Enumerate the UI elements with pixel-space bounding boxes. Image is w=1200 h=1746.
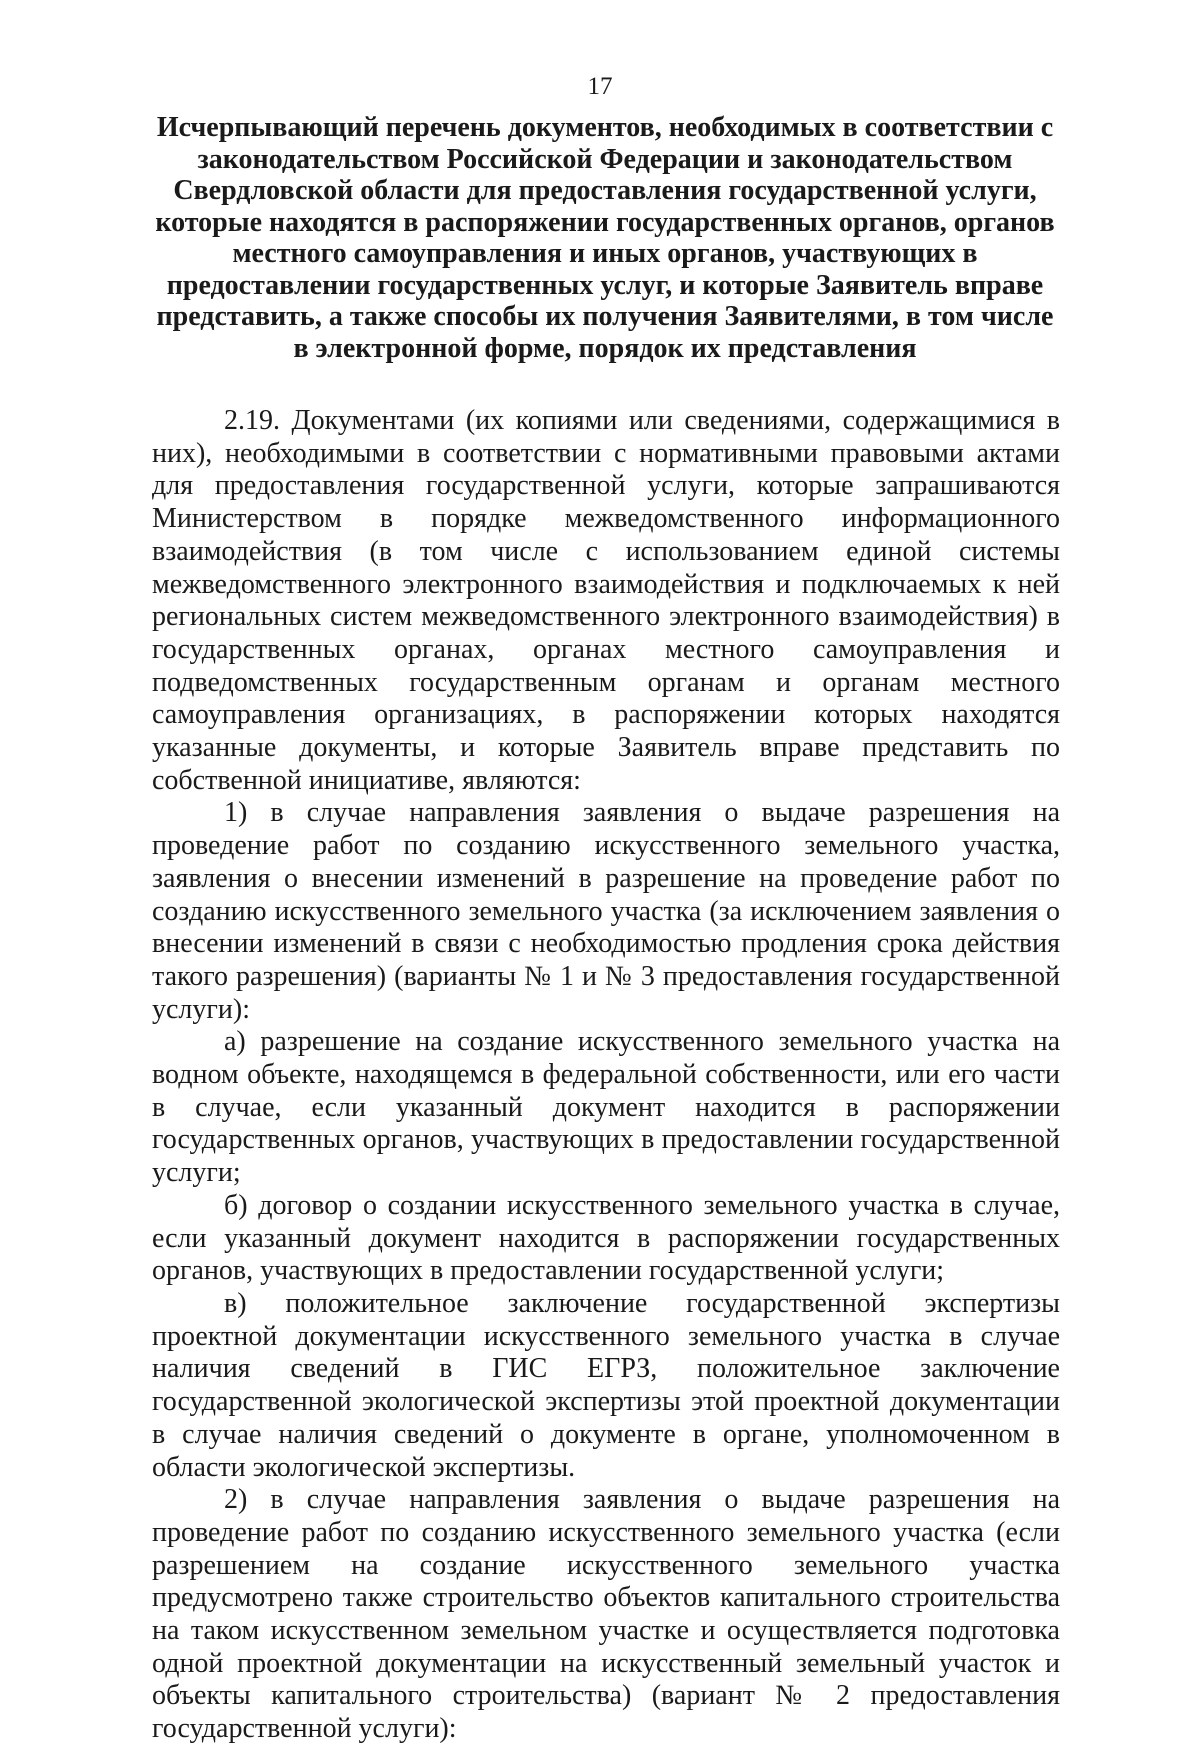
paragraph-item-1b: б) договор о создании искусственного земельного участка в случае, если указанный документ находится в распоряжении государственных органов, участвующих в предоставлении государственной услуги; [152, 1189, 1060, 1287]
paragraph-item-1v: в) положительное заключение государственной экспертизы проектной документации искусственного земельного участка в случае наличия сведений в ГИС ЕГРЗ, положительное заключение государственной экологической экспертизы этой проектной документации в случае наличия сведений о документе в органе, уполномоченном в области экологической экспертизы. [152, 1287, 1060, 1483]
paragraph-item-2: 2) в случае направления заявления о выдаче разрешения на проведение работ по созданию искусственного земельного участка (если разрешением на создание искусственного земельного участка предусмотрено также строительство объектов капитального строительства на таком искусственном земельном участке и осуществляется подготовка одной проектной документации на искусственный земельный участок и объекты капитального строительства) (вариант № 2 предоставления государственной услуги): [152, 1484, 1060, 1745]
document-body [152, 405, 1060, 1746]
paragraph-2-19: 2.19. Документами (их копиями или сведениями, содержащимися в них), необходимыми в соответствии с нормативными правовыми актами для предоставления государственной услуги, которые запрашиваются Министерством в порядке межведомственного информационного взаимодействия (в том числе с использованием единой системы межведомственного электронного взаимодействия и подключаемых к ней региональных систем межведомственного электронного взаимодействия) в государственных органах, органах местного самоуправления и подведомственных государственным органам и органам местного самоуправления организациях, в распоряжении которых находятся указанные документы, и которые Заявитель вправе представить по собственной инициативе, являются: [152, 405, 1060, 796]
paragraph-item-1a: а) разрешение на создание искусственного земельного участка на водном объекте, находящемся в федеральной собственности, или его части в случае, если указанный документ находится в распоряжении государственных органов, участвующих в предоставлении государственной услуги; [152, 1026, 1060, 1189]
paragraph-item-1: 1) в случае направления заявления о выдаче разрешения на проведение работ по созданию искусственного земельного участка, заявления о внесении изменений в разрешение на проведение работ по созданию искусственного земельного участка (за исключением заявления о внесении изменений в связи с необходимостью продления срока действия такого разрешения) (варианты № 1 и № 3 предоставления государственной услуги): [152, 797, 1060, 1025]
page-number: 17 [587, 73, 613, 100]
section-heading: Исчерпывающий перечень документов, необходимых в соответствии с законодательством Российской Федерации и законодательством Свердловской области для предоставления государственной услуги, которые находятся в распоряжении государственных органов, органов местного самоуправления и иных органов, участвующих в предоставлении государственных услуг, и которые Заявитель вправе представить, а также способы их получения Заявителями, в том числе в электронной форме, порядок их представления [155, 112, 1055, 364]
